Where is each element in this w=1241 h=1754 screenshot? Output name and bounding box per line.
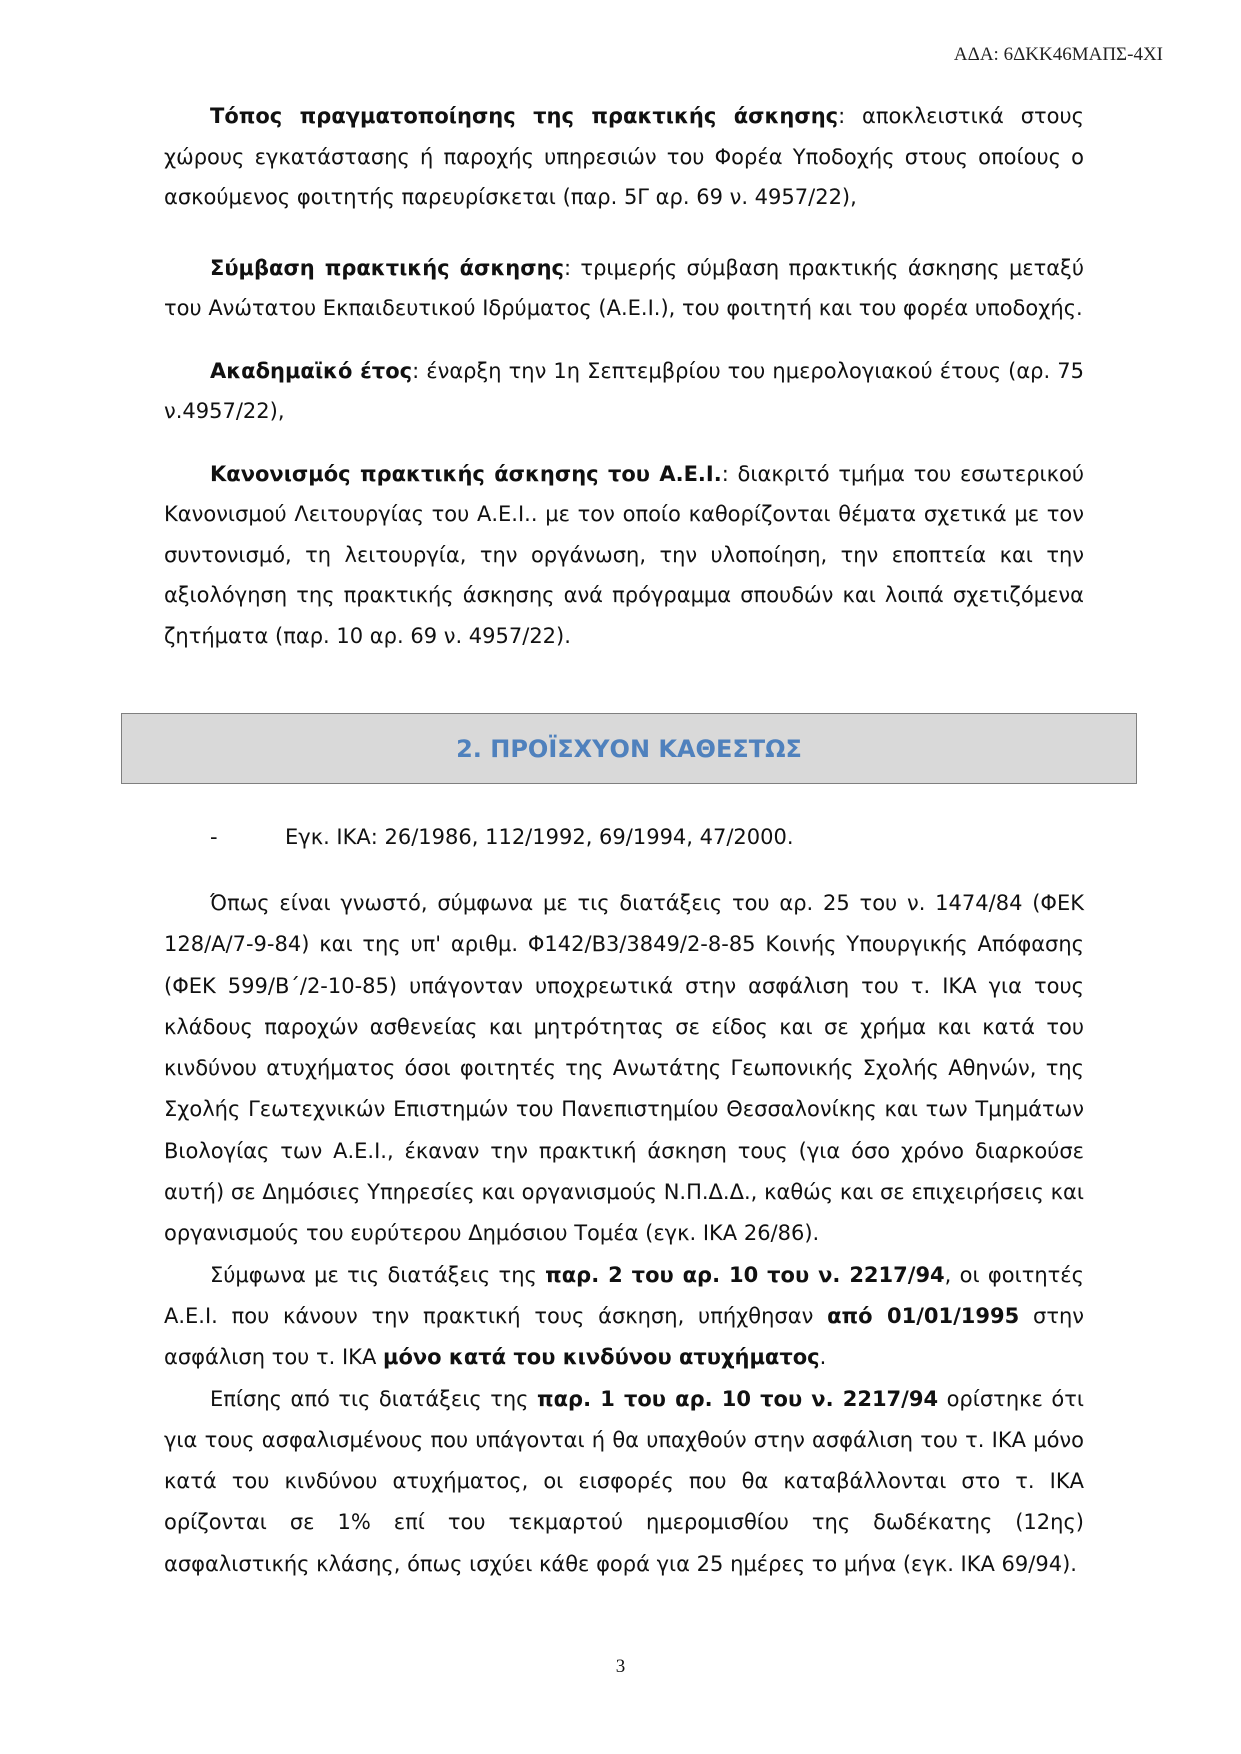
- definitions-block: [164, 96, 1084, 656]
- bold-emphasis: μόνο κατά του κινδύνου ατυχήματος: [383, 1345, 820, 1370]
- paragraph-3: Επίσης από τις διατάξεις της παρ. 1 του αρ. 10 του ν. 2217/94 ορίστηκε ότι για τους ασφαλισμένους που υπάγονται ή θα υπαχθούν στην ασφάλιση του τ. ΙΚΑ μόνο κατά του κινδύνου ατυχήματος, οι εισφορές που θα καταβάλλονται στο τ. ΙΚΑ ορίζονται σε 1% επί του τεκμαρτού ημερομισθίου της δωδέκατης (12ης) ασφαλιστικής κλάσης, όπως ισχύει κάθε φορά για 25 ημέρες το μήνα (εγκ. ΙΚΑ 69/94).: [164, 1386, 1084, 1576]
- bold-reference: παρ. 2 του αρ. 10 του ν. 2217/94: [545, 1262, 945, 1287]
- definition-term: Ακαδημαϊκό έτος: [210, 358, 413, 383]
- paragraph-1: Όπως είναι γνωστό, σύμφωνα με τις διατάξεις του αρ. 25 του ν. 1474/84 (ΦΕΚ 128/Α/7-9-84) και της υπ' αριθμ. Φ142/Β3/3849/2-8-85 Κοινής Υπουργικής Απόφασης (ΦΕΚ 599/Β΄/2-10-85) υπάγονταν υποχρεωτικά στην ασφάλιση του τ. ΙΚΑ για τους κλάδους παροχών ασθενείας και μητρότητας σε είδος και σε χρήμα και κατά του κινδύνου ατυχήματος όσοι φοιτητές της Ανωτάτης Γεωπονικής Σχολής Αθηνών, της Σχολής Γεωτεχνικών Επιστημών του Πανεπιστημίου Θεσσαλονίκης και των Τμημάτων Βιολογίας των Α.Ε.Ι., έκαναν την πρακτική άσκηση τους (για όσο χρόνο διαρκούσε αυτή) σε Δημόσιες Υπηρεσίες και οργανισμούς Ν.Π.Δ.Δ., καθώς και σε επιχειρήσεις και οργανισμούς του ευρύτερου Δημόσιου Τομέα (εγκ. ΙΚΑ 26/86).: [164, 891, 1084, 1246]
- definition-term: Τόπος πραγματοποίησης της πρακτικής άσκησης: [210, 104, 839, 128]
- section-title: 2. ΠΡΟΪΣΧΥΟΝ ΚΑΘΕΣΤΩΣ: [456, 734, 802, 763]
- bullet-text: Εγκ. ΙΚΑ: 26/1986, 112/1992, 69/1994, 47/2000.: [285, 825, 794, 849]
- bullet-marker: -: [210, 825, 218, 849]
- definition-academic-year: Ακαδημαϊκό έτος: έναρξη την 1η Σεπτεμβρίου του ημερολογιακού έτους (αρ. 75 ν.4957/22),: [164, 358, 1084, 423]
- definition-term: Κανονισμός πρακτικής άσκησης του Α.Ε.Ι.: [210, 461, 722, 486]
- definition-term: Σύμβαση πρακτικής άσκησης: [210, 255, 564, 280]
- definition-text: τριμερής σύμβαση πρακτικής άσκησης μεταξύ του Ανώτατου Εκπαιδευτικού Ιδρύματος (Α.Ε.Ι.), του φοιτητή και του φορέα υποδοχής.: [164, 255, 1085, 320]
- definition-text: έναρξη την 1η Σεπτεμβρίου του ημερολογιακού έτους (αρ. 75 ν.4957/22),: [164, 358, 1084, 423]
- definition-place: Τόπος πραγματοποίησης της πρακτικής άσκησης: αποκλειστικά στους χώρους εγκατάστασης ή παροχής υπηρεσιών του Φορέα Υποδοχής στους οποίους ο ασκούμενος φοιτητής παρευρίσκεται (παρ. 5Γ αρ. 69 ν. 4957/22),: [164, 104, 1084, 209]
- bold-reference: παρ. 1 του αρ. 10 του ν. 2217/94: [537, 1386, 939, 1411]
- body-block: [164, 883, 1084, 1585]
- section-heading-box: [121, 713, 1137, 784]
- definition-text: αποκλειστικά στους χώρους εγκατάστασης ή παροχής υπηρεσιών του Φορέα Υποδοχής στους οποίους ο ασκούμενος φοιτητής παρευρίσκεται (παρ. 5Γ αρ. 69 ν. 4957/22),: [164, 104, 1084, 209]
- ada-code: ΑΔΑ: 6ΔΚΚ46ΜΑΠΣ-4ΧΙ: [953, 44, 1163, 65]
- definition-contract: Σύμβαση πρακτικής άσκησης: τριμερής σύμβαση πρακτικής άσκησης μεταξύ του Ανώτατου Εκπαιδευτικού Ιδρύματος (Α.Ε.Ι.), του φοιτητή και του φορέα υποδοχής.: [164, 255, 1085, 320]
- page-number: 3: [615, 1656, 626, 1677]
- definition-text: διακριτό τμήμα του εσωτερικού Κανονισμού Λειτουργίας του Α.Ε.Ι.. με τον οποίο καθορίζονται θέματα σχετικά με τον συντονισμό, τη λειτουργία, την οργάνωση, την υλοποίηση, την εποπτεία και την αξιολόγηση της πρακτικής άσκησης ανά πρόγραμμα σπουδών και λοιπά σχετιζόμενα ζητήματα (παρ. 10 αρ. 69 ν. 4957/22).: [164, 461, 1084, 648]
- definition-regulation: Κανονισμός πρακτικής άσκησης του Α.Ε.Ι.: διακριτό τμήμα του εσωτερικού Κανονισμού Λειτουργίας του Α.Ε.Ι.. με τον οποίο καθορίζονται θέματα σχετικά με τον συντονισμό, τη λειτουργία, την οργάνωση, την υλοποίηση, την εποπτεία και την αξιολόγηση της πρακτικής άσκησης ανά πρόγραμμα σπουδών και λοιπά σχετιζόμενα ζητήματα (παρ. 10 αρ. 69 ν. 4957/22).: [164, 461, 1084, 648]
- paragraph-2: Σύμφωνα με τις διατάξεις της παρ. 2 του αρ. 10 του ν. 2217/94, οι φοιτητές Α.Ε.Ι. που κάνουν την πρακτική τους άσκηση, υπήχθησαν από 01/01/1995 στην ασφάλιση του τ. ΙΚΑ μόνο κατά του κινδύνου ατυχήματος.: [164, 1262, 1085, 1370]
- bold-date: από 01/01/1995: [827, 1303, 1020, 1328]
